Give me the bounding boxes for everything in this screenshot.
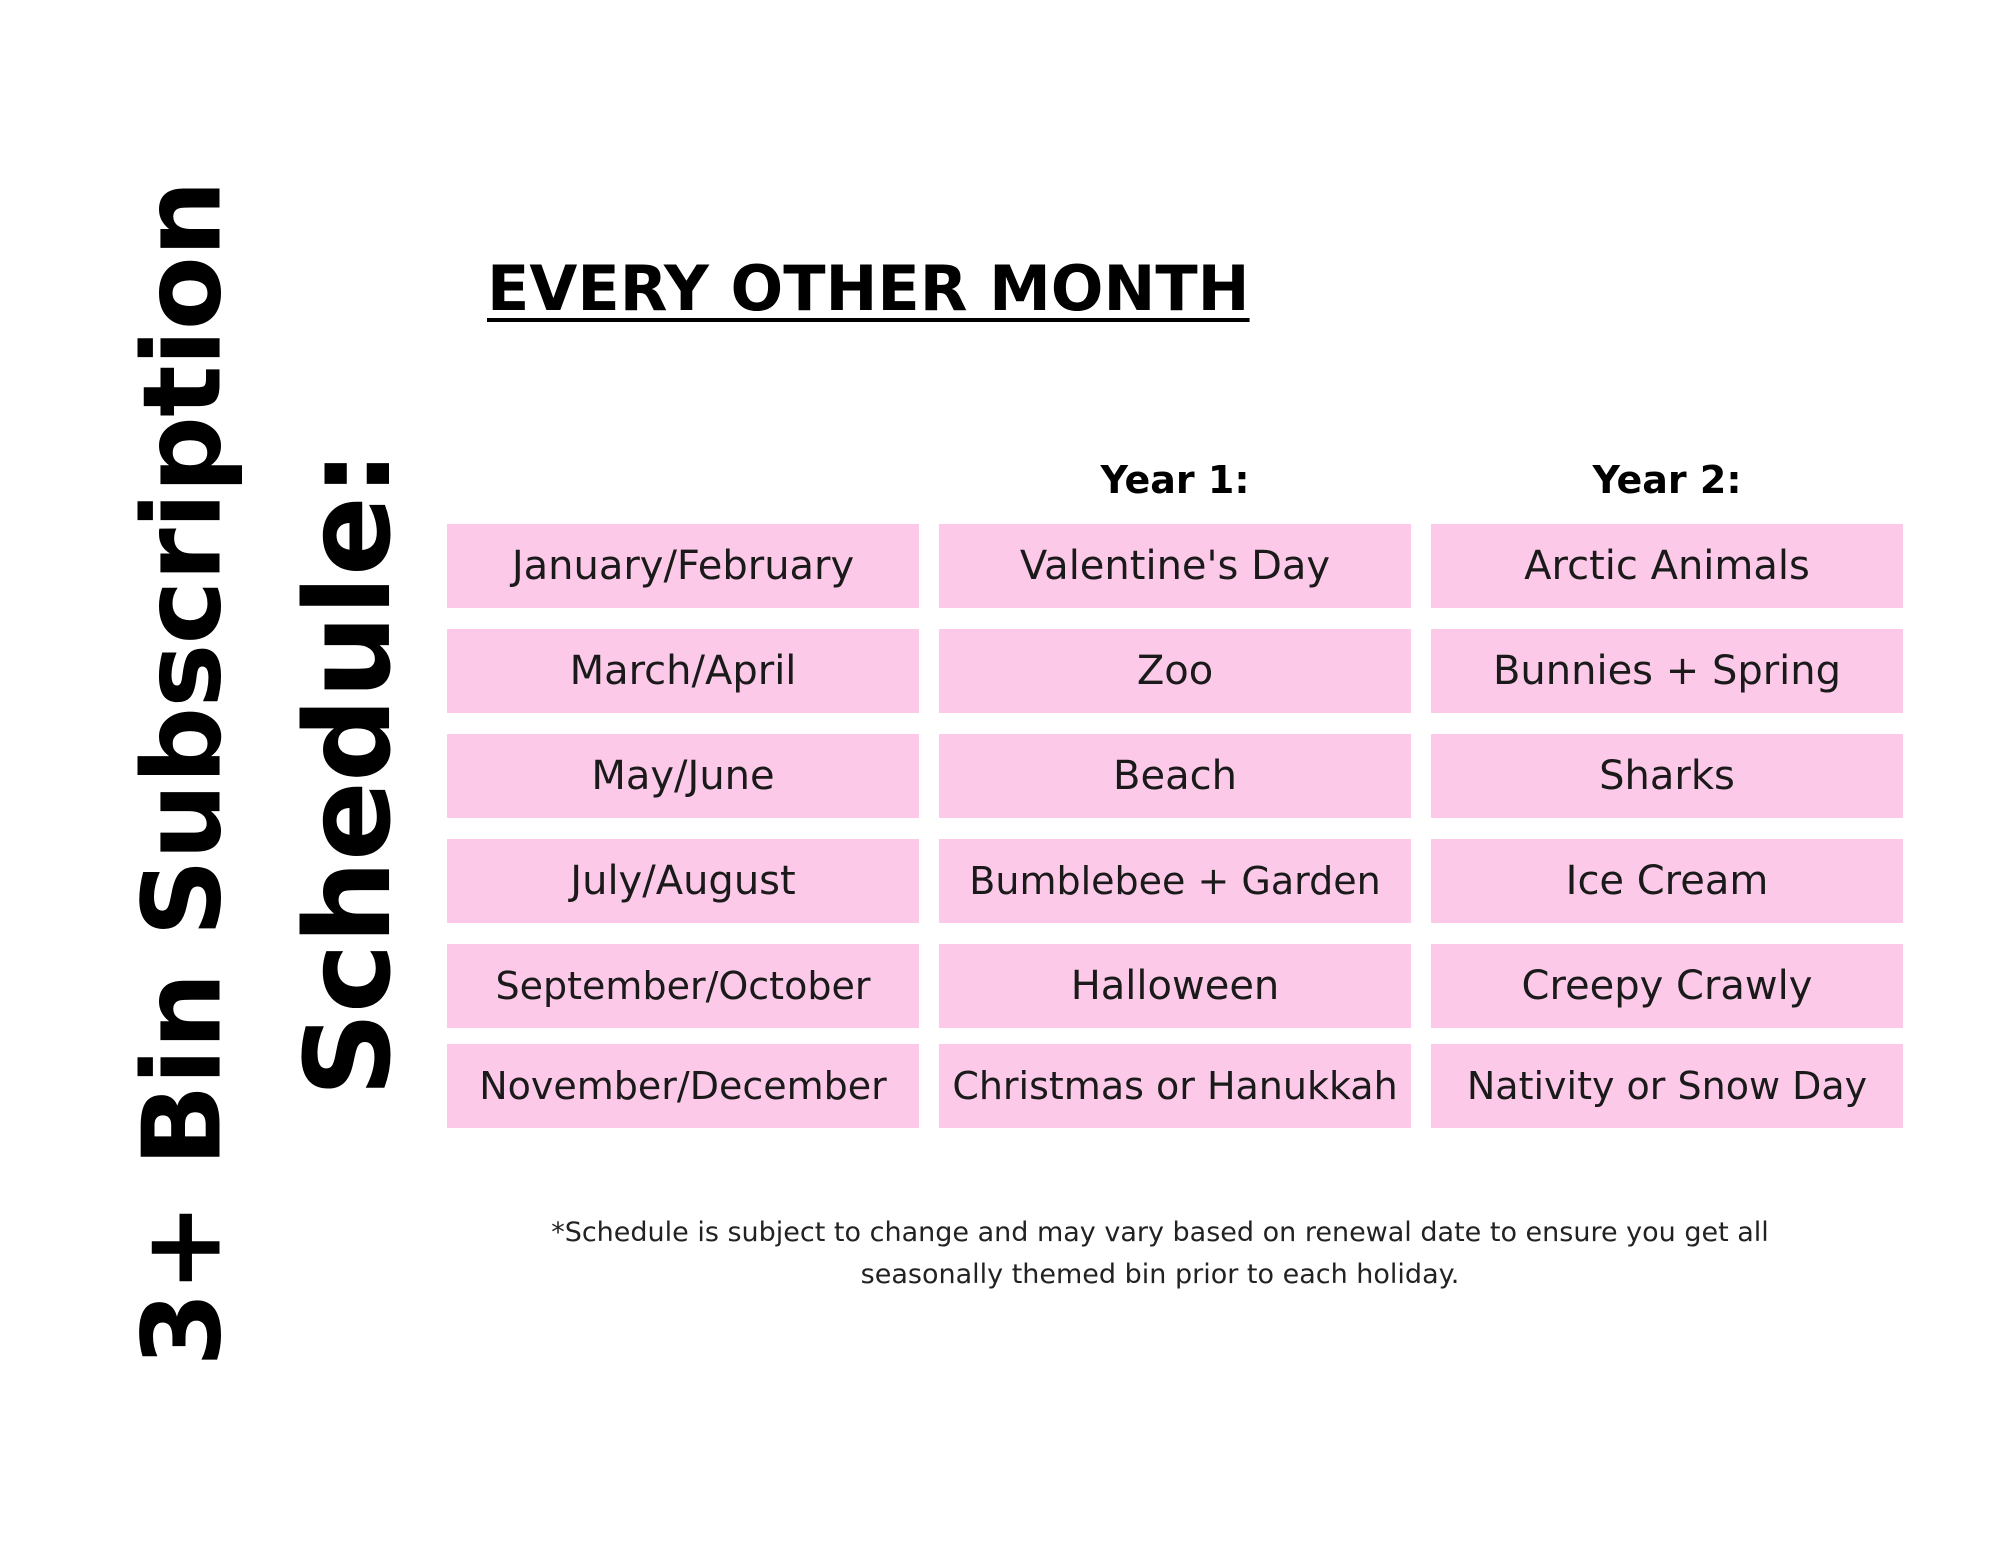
page-heading: EVERY OTHER MONTH — [487, 252, 1250, 325]
footnote-line-1: *Schedule is subject to change and may vary based on renewal date to ensure you get all — [551, 1217, 1769, 1248]
year-1-theme-cell: Beach — [939, 734, 1411, 818]
schedule-table — [447, 524, 1904, 1128]
period-cell: November/December — [447, 1044, 919, 1128]
year-2-theme-cell: Ice Cream — [1431, 839, 1903, 923]
year-1-theme-cell: Christmas or Hanukkah — [939, 1044, 1411, 1128]
period-cell: September/October — [447, 944, 919, 1028]
year-2-theme-cell: Bunnies + Spring — [1431, 629, 1903, 713]
year-1-theme-cell: Zoo — [939, 629, 1411, 713]
footnote-line-2: seasonally themed bin prior to each holiday. — [860, 1259, 1460, 1290]
year-2-theme-cell: Sharks — [1431, 734, 1903, 818]
year-1-theme-cell: Valentine's Day — [939, 524, 1411, 608]
column-header-year-1: Year 1: — [1100, 458, 1250, 502]
year-2-theme-cell: Creepy Crawly — [1431, 944, 1903, 1028]
year-2-theme-cell: Nativity or Snow Day — [1431, 1044, 1903, 1128]
period-cell: July/August — [447, 839, 919, 923]
side-title-line-2: Schedule: — [279, 450, 417, 1098]
year-1-theme-cell: Halloween — [939, 944, 1411, 1028]
column-header-year-2: Year 2: — [1592, 458, 1742, 502]
side-title-line-1: 3+ Bin Subscription — [120, 181, 246, 1367]
period-cell: March/April — [447, 629, 919, 713]
period-cell: May/June — [447, 734, 919, 818]
year-2-theme-cell: Arctic Animals — [1431, 524, 1903, 608]
footnote — [420, 1212, 1900, 1296]
year-1-theme-cell: Bumblebee + Garden — [939, 839, 1411, 923]
period-cell: January/February — [447, 524, 919, 608]
